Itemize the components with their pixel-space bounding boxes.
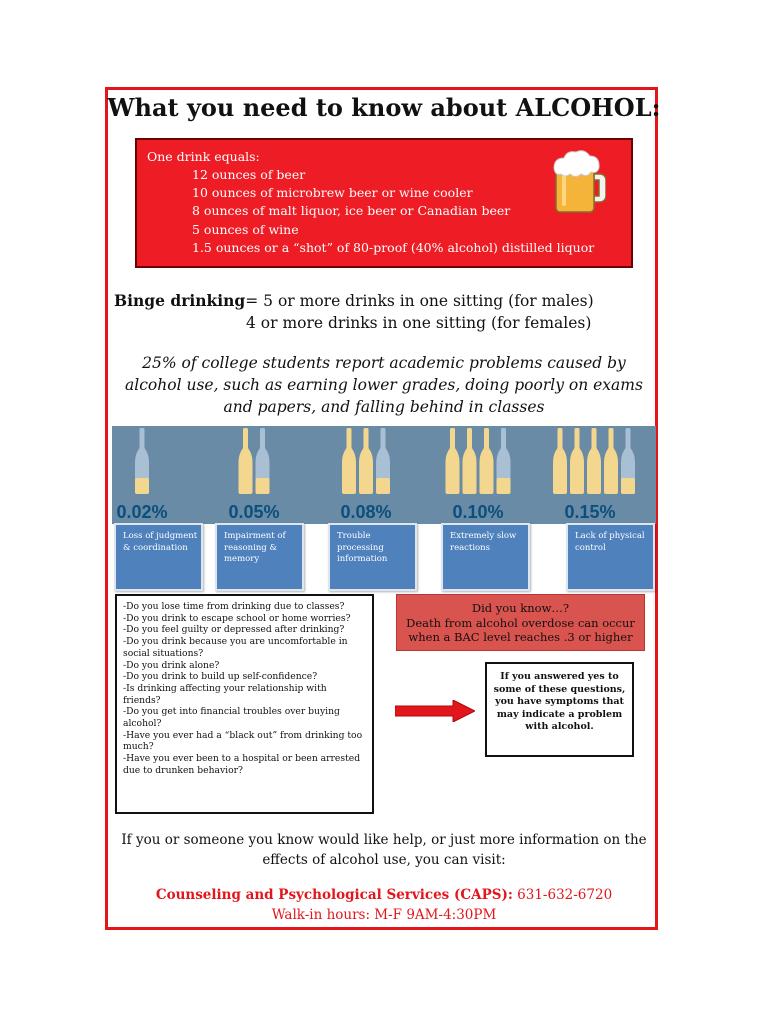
bottle-icon — [376, 428, 390, 494]
question-item: -Do you get into financial troubles over buying alcohol? — [123, 706, 340, 730]
college-statistic: 25% of college students report academic problems caused by alcohol use, such as earning lower grades, doing poorly on exams and papers, and falling behind in classes — [125, 354, 643, 416]
question-item: -Do you drink to build up self-confidence? — [123, 671, 318, 683]
question-item: -Have you ever been to a hospital or been arrested due to drunken behavior? — [123, 753, 361, 776]
caps-name: Counseling and Psychological Services (CAPS): — [155, 887, 513, 903]
bac-value-3: 0.08% — [340, 502, 392, 522]
bottle-icon — [342, 428, 356, 494]
question-item: -Is drinking affecting your relationship with friends? — [123, 682, 327, 706]
drink-item: 1.5 ounces or a “shot” of 80-proof (40% alcohol) distilled liquor — [192, 239, 595, 255]
bac-effect-2: Impairment of reasoning & memory — [215, 523, 304, 591]
drink-list — [192, 166, 594, 257]
binge-males: = 5 or more drinks in one sitting (for males) — [245, 292, 594, 310]
help-text: If you or someone you know would like help, or just more information on the effects of alcohol use, you can visit: — [121, 832, 647, 868]
bottle-icon — [621, 428, 635, 494]
question-item: -Do you lose time from drinking due to classes? — [123, 601, 345, 612]
bottle-icon — [570, 428, 584, 494]
bottle-icon — [463, 428, 477, 494]
bac-effect-1: Loss of judgment & coordination — [114, 523, 203, 591]
answer-warning-box: If you answered yes to some of these questions, you have symptoms that may indicate a problem with alcohol. — [485, 662, 634, 757]
bottle-icon — [359, 428, 373, 494]
did-you-know-box — [396, 594, 645, 651]
binge-females: 4 or more drinks in one sitting (for females) — [246, 314, 592, 332]
did-you-know-text: Death from alcohol overdose can occur when a BAC level reaches .3 or higher — [406, 615, 635, 644]
bac-value-5: 0.15% — [564, 502, 616, 522]
bottle-icon — [553, 428, 567, 494]
bac-effect-3: Trouble processing information — [328, 523, 417, 591]
bottle-icon — [497, 428, 511, 494]
did-you-know-heading: Did you know…? — [471, 601, 570, 615]
drink-item: 10 ounces of microbrew beer or wine cooler — [192, 185, 473, 201]
caps-contact — [112, 885, 656, 925]
arrow-right-icon — [395, 700, 475, 722]
caps-phone: 631-632-6720 — [512, 887, 613, 903]
drink-item: 5 ounces of wine — [192, 221, 299, 237]
question-item: -Do you feel guilty or depressed after drinking? — [123, 624, 345, 636]
binge-drinking-definition — [114, 290, 594, 334]
question-item: -Do you drink because you are uncomfortable in social situations? — [123, 636, 348, 659]
drink-intro: One drink equals: — [147, 149, 260, 164]
bac-effect-5: Lack of physical control — [566, 523, 655, 591]
bottle-icon — [239, 428, 253, 494]
page-title: What you need to know about ALCOHOL: — [107, 93, 661, 122]
question-item: -Do you drink alone? — [123, 659, 220, 671]
question-item: -Have you ever had a “black out” from drinking too much? — [123, 729, 363, 753]
bottle-icon — [135, 428, 149, 494]
bottle-icon — [587, 428, 601, 494]
bottle-icon — [604, 428, 618, 494]
caps-hours: Walk-in hours: M-F 9AM-4:30PM — [271, 907, 497, 923]
bottle-icon — [480, 428, 494, 494]
bac-value-4: 0.10% — [452, 502, 504, 522]
self-check-questions — [115, 594, 374, 814]
bac-value-1: 0.02% — [116, 502, 168, 522]
drink-item: 12 ounces of beer — [192, 167, 306, 182]
bottle-icon — [256, 428, 270, 494]
question-item: -Do you drink to escape school or home worries? — [123, 612, 351, 624]
binge-label: Binge drinking — [114, 291, 246, 310]
bac-value-2: 0.05% — [228, 502, 280, 522]
drink-item: 8 ounces of malt liquor, ice beer or Canadian beer — [192, 203, 511, 219]
bottle-icon — [446, 428, 460, 494]
beer-mug-icon — [550, 150, 606, 216]
bac-effect-4: Extremely slow reactions — [441, 523, 530, 591]
